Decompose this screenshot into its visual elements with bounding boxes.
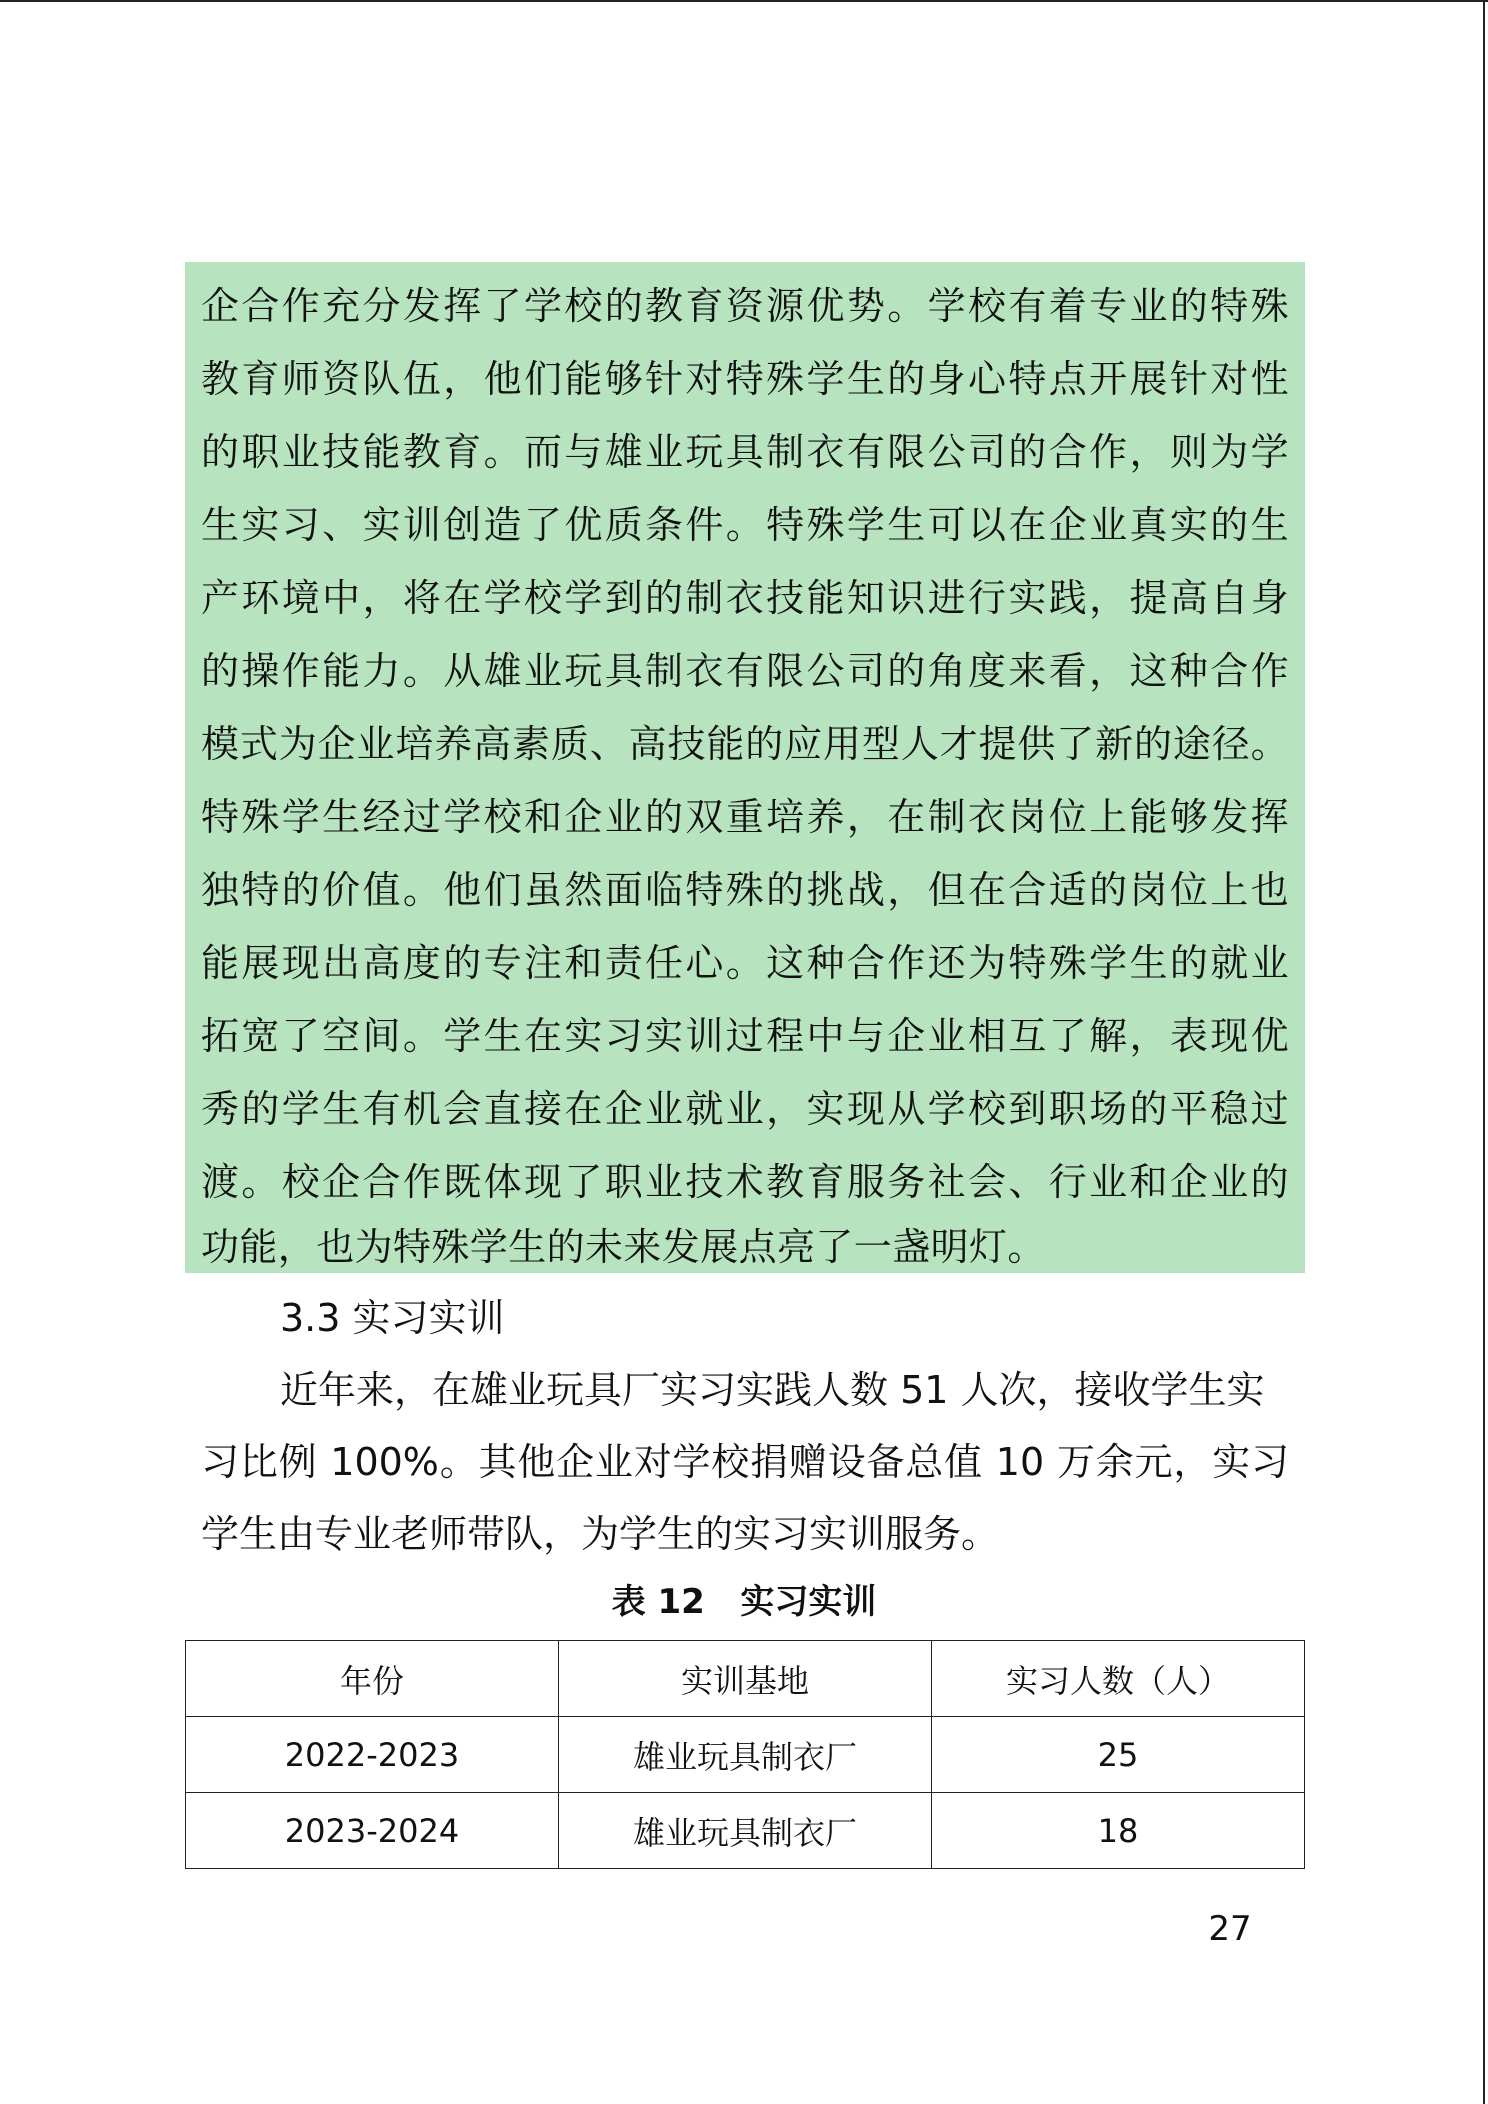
table-cell-base: 雄业玩具制衣厂 [559, 1717, 932, 1793]
table-row [186, 1717, 1305, 1793]
table-cell-year: 2023-2024 [186, 1793, 559, 1869]
page-top-border [0, 0, 1488, 2]
paragraph-line: 特殊学生经过学校和企业的双重培养，在制衣岗位上能够发挥 [201, 795, 1289, 839]
paragraph-line: 渡。校企合作既体现了职业技术教育服务社会、行业和企业的 [201, 1160, 1289, 1204]
paragraph-line: 产环境中，将在学校学到的制衣技能知识进行实践，提高自身 [201, 576, 1289, 620]
column-header-year: 年份 [186, 1641, 559, 1717]
table-caption: 表 12 实习实训 [611, 1582, 877, 1622]
paragraph-line: 拓宽了空间。学生在实习实训过程中与企业相互了解，表现优 [201, 1014, 1289, 1058]
page-number: 27 [1208, 1909, 1252, 1949]
table-cell-base: 雄业玩具制衣厂 [559, 1793, 932, 1869]
paragraph-line: 企合作充分发挥了学校的教育资源优势。学校有着专业的特殊 [201, 284, 1289, 328]
paragraph-line: 的操作能力。从雄业玩具制衣有限公司的角度来看，这种合作 [201, 649, 1289, 693]
paragraph-line: 功能，也为特殊学生的未来发展点亮了一盏明灯。 [201, 1225, 1046, 1269]
column-header-count: 实习人数（人） [932, 1641, 1305, 1717]
body-line: 学生由专业老师带队，为学生的实习实训服务。 [201, 1512, 1000, 1556]
body-line: 习比例 100%。其他企业对学校捐赠设备总值 10 万余元，实习 [201, 1440, 1289, 1484]
internship-table [185, 1640, 1305, 1869]
table-cell-count: 25 [932, 1717, 1305, 1793]
table-cell-year: 2022-2023 [186, 1717, 559, 1793]
body-line: 近年来，在雄业玩具厂实习实践人数 51 人次，接收学生实 [280, 1368, 1265, 1412]
column-header-base: 实训基地 [559, 1641, 932, 1717]
paragraph-line: 模式为企业培养高素质、高技能的应用型人才提供了新的途径。 [201, 722, 1289, 766]
table-header-row [186, 1641, 1305, 1717]
paragraph-line: 的职业技能教育。而与雄业玩具制衣有限公司的合作，则为学 [201, 430, 1289, 474]
paragraph-line: 教育师资队伍，他们能够针对特殊学生的身心特点开展针对性 [201, 357, 1289, 401]
table-cell-count: 18 [932, 1793, 1305, 1869]
section-heading: 3.3 实习实训 [280, 1296, 505, 1340]
table-row [186, 1793, 1305, 1869]
page-right-border [1483, 0, 1485, 2104]
paragraph-line: 能展现出高度的专注和责任心。这种合作还为特殊学生的就业 [201, 941, 1289, 985]
paragraph-line: 独特的价值。他们虽然面临特殊的挑战，但在合适的岗位上也 [201, 868, 1289, 912]
paragraph-line: 秀的学生有机会直接在企业就业，实现从学校到职场的平稳过 [201, 1087, 1289, 1131]
paragraph-line: 生实习、实训创造了优质条件。特殊学生可以在企业真实的生 [201, 503, 1289, 547]
